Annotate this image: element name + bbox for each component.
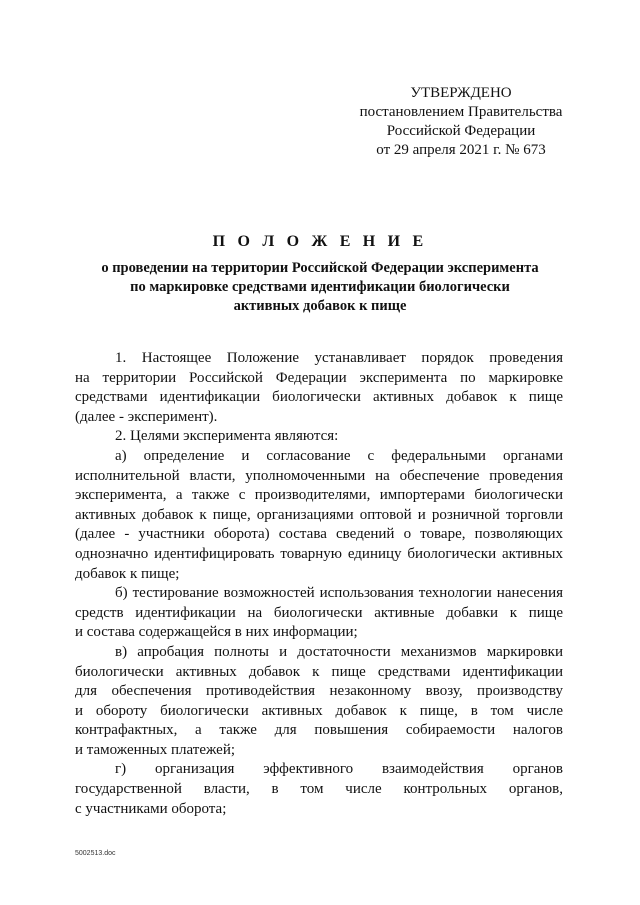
subtitle-line: по маркировке средствами идентификации биологически <box>130 279 510 295</box>
text-line: исполнительной власти, уполномоченными на обеспечение проведения <box>75 467 563 484</box>
text-line: 2. Целями эксперимента являются: <box>115 428 339 445</box>
document-body <box>75 349 563 819</box>
text-line: а) определение и согласование с федеральными органами <box>115 447 563 464</box>
paragraph-2b <box>75 584 563 643</box>
text-line: г) организация эффективного взаимодействия органов <box>115 761 563 778</box>
text-line: активных добавок к пище, организациями оптовой и розничной торговли <box>75 506 563 523</box>
text-line: добавок к пище; <box>75 565 180 582</box>
text-line: и обороту биологически активных добавок к пище, в том числе <box>75 702 563 719</box>
paragraph-2g <box>75 760 563 819</box>
text-line: средствами идентификации биологически активных добавок к пище <box>75 389 563 406</box>
text-line: биологически активных добавок к пище средствами идентификации <box>75 663 563 680</box>
approval-stamp <box>330 84 592 160</box>
document-title: П О Л О Ж Е Н И Е <box>212 233 428 250</box>
text-line: для обеспечения противодействия незаконному ввозу, производству <box>75 683 563 700</box>
document-subtitle <box>60 259 580 316</box>
paragraph-2a <box>75 447 563 584</box>
text-line: средств идентификации на биологически активные добавки к пище <box>75 604 563 621</box>
text-line: на территории Российской Федерации эксперимента по маркировке <box>75 369 563 386</box>
approval-line-3: от 29 апреля 2021 г. № 673 <box>376 142 546 158</box>
text-line: государственной власти, в том числе контрольных органов, <box>75 781 563 798</box>
text-line: (далее - участники оборота) состава сведений о товаре, позволяющих <box>75 526 563 543</box>
text-line: контрафактных, а также для повышения собираемости налогов <box>75 722 563 739</box>
text-line: б) тестирование возможностей использования технологии нанесения <box>115 585 563 602</box>
paragraph-1 <box>75 349 563 427</box>
subtitle-line: активных добавок к пище <box>233 298 407 314</box>
text-line: 1. Настоящее Положение устанавливает порядок проведения <box>115 350 563 366</box>
subtitle-line: о проведении на территории Российской Федерации эксперимента <box>101 260 539 276</box>
paragraph-2v <box>75 643 563 761</box>
text-line: и состава содержащейся в них информации; <box>75 624 358 641</box>
paragraph-2 <box>75 427 563 447</box>
file-name-footer: 5002513.doc <box>75 850 116 857</box>
text-line: эксперимента, а также с производителями, импортерами биологически <box>75 487 563 504</box>
text-line: (далее - эксперимент). <box>75 408 218 425</box>
text-line: с участниками оборота; <box>75 800 227 817</box>
approval-line-1: постановлением Правительства <box>359 104 563 120</box>
approval-status: УТВЕРЖДЕНО <box>410 85 512 101</box>
text-line: в) апробация полноты и достаточности механизмов маркировки <box>115 643 563 660</box>
text-line: и таможенных платежей; <box>75 741 236 758</box>
text-line: однозначно идентифицировать товарную единицу биологически активных <box>75 545 563 562</box>
approval-line-2: Российской Федерации <box>386 123 536 139</box>
